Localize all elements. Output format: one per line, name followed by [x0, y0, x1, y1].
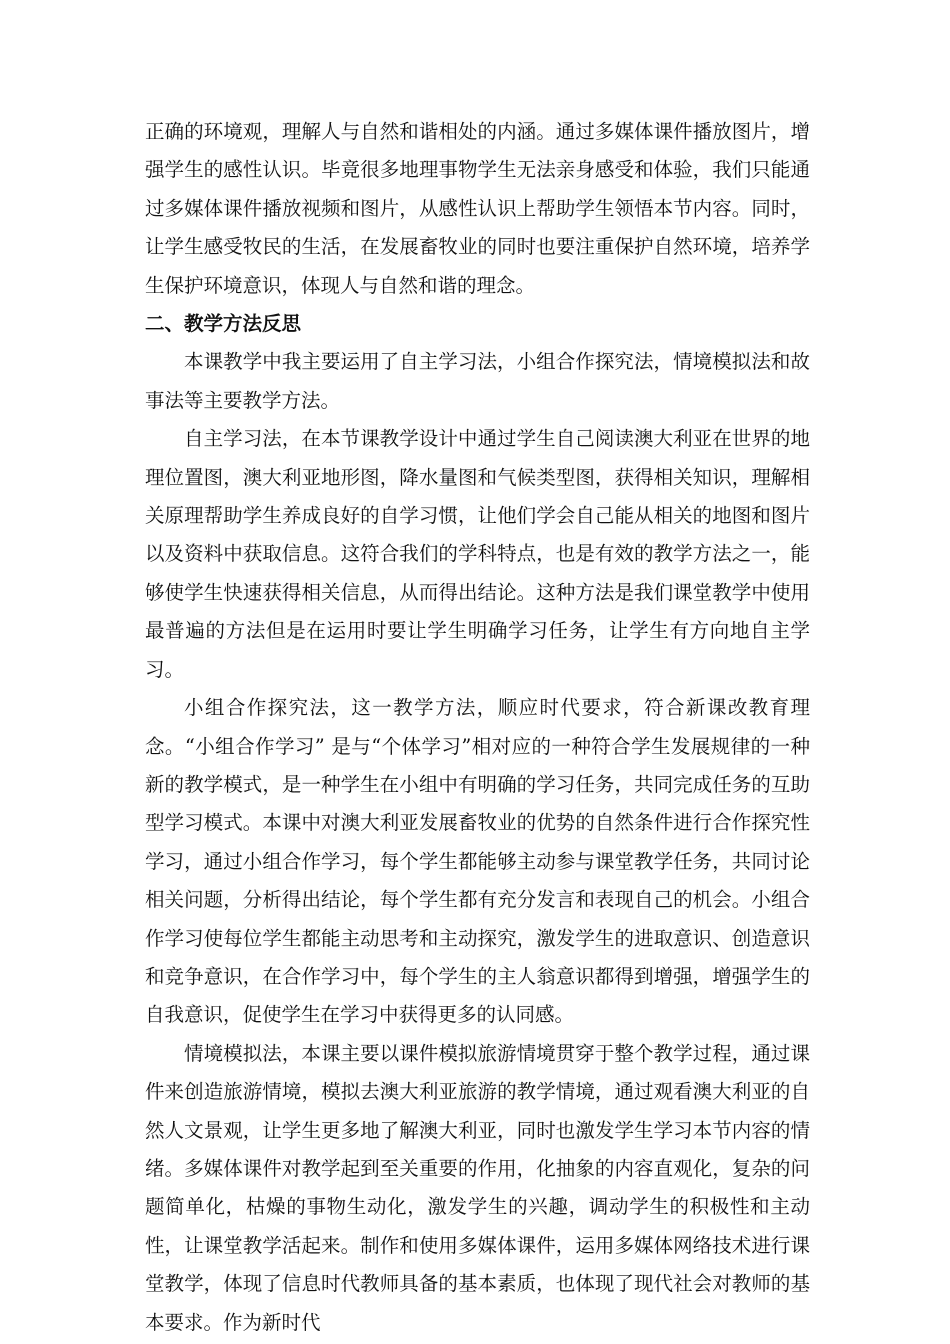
intro-paragraph: 正确的环境观，理解人与自然和谐相处的内涵。通过多媒体课件播放图片，增强学生的感性认识。毕竟很多地理事物学生无法亲身感受和体验，我们只能通过多媒体课件播放视频和图片，从感性认识上帮助学生领悟本节内容。同时，让学生感受牧民的生活，在发展畜牧业的同时也要注重保护自然环境，培养学生保护环境意识，体现人与自然和谐的理念。 [145, 120, 810, 297]
document-page [145, 113, 810, 1342]
paragraph-group-cooperation: 小组合作探究法，这一教学方法，顺应时代要求，符合新课改教育理念。“小组合作学习” 是与“个体学习”相对应的一种符合学生发展规律的一种新的教学模式，是一种学生在小组中有明确的学习任务，共同完成任务的互助型学习模式。本课中对澳大利亚发展畜牧业的优势的自然条件进行合作探究性学习，通过小组合作学习，每个学生都能够主动参与课堂教学任务，共同讨论相关问题，分析得出结论，每个学生都有充分发言和表现自己的机会。小组合作学习使每位学生都能主动思考和主动探究，激发学生的进取意识、创造意识和竞争意识，在合作学习中，每个学生的主人翁意识都得到增强，增强学生的自我意识，促使学生在学习中获得更多的认同感。 [145, 696, 810, 1027]
section-heading: 二、教学方法反思 [145, 312, 302, 336]
paragraph-situation-simulation: 情境模拟法，本课主要以课件模拟旅游情境贯穿于整个教学过程，通过课件来创造旅游情境，模拟去澳大利亚旅游的教学情境，通过观看澳大利亚的自然人文景观，让学生更多地了解澳大利亚，同时也激发学生学习本节内容的情绪。多媒体课件对教学起到至关重要的作用，化抽象的内容直观化，复杂的问题简单化，枯燥的事物生动化，激发学生的兴趣，调动学生的积极性和主动性，让课堂教学活起来。制作和使用多媒体课件，运用多媒体网络技术进行课堂教学，体现了信息时代教师具备的基本素质，也体现了现代社会对教师的基本要求。作为新时代 [145, 1041, 810, 1334]
paragraph-self-study: 自主学习法，在本节课教学设计中通过学生自己阅读澳大利亚在世界的地理位置图，澳大利亚地形图，降水量图和气候类型图，获得相关知识，理解相关原理帮助学生养成良好的自学习惯，让他们学会自己能从相关的地图和图片以及资料中获取信息。这符合我们的学科特点，也是有效的教学方法之一，能够使学生快速获得相关信息，从而得出结论。这种方法是我们课堂教学中使用最普遍的方法但是在运用时要让学生明确学习任务，让学生有方向地自主学习。 [145, 427, 810, 681]
paragraph-overview: 本课教学中我主要运用了自主学习法，小组合作探究法，情境模拟法和故事法等主要教学方法。 [145, 350, 810, 412]
